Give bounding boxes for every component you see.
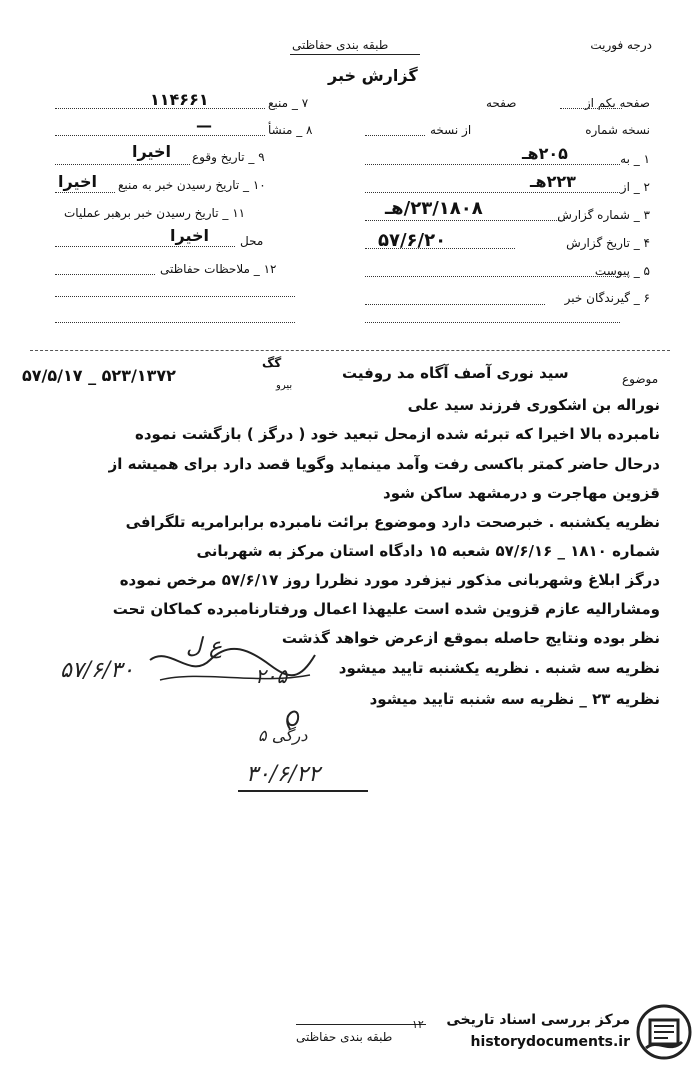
handwritten-mark-icon bbox=[270, 704, 310, 734]
archive-watermark bbox=[420, 1000, 700, 1067]
body-line: ومشارالیه عازم قزوین شده است علیهذا اعمال ورفتارنامبرده کماکان تحت bbox=[112, 600, 660, 618]
event-date-value: اخیرا bbox=[132, 142, 171, 161]
handwritten-initial: ع ل bbox=[186, 634, 223, 659]
to-value: ۲۰۵هـ bbox=[522, 144, 568, 163]
handwritten-bottom-note: ۵ درگی bbox=[258, 726, 308, 745]
watermark-url: historydocuments.ir bbox=[470, 1034, 630, 1050]
classification-label: طبقه بندی حفاظتی bbox=[292, 38, 389, 52]
section-divider bbox=[30, 350, 670, 351]
source-received-value: اخیرا bbox=[58, 172, 97, 191]
archive-logo-icon bbox=[636, 1004, 692, 1060]
classification-underline bbox=[290, 54, 420, 55]
footer-page-number: ۱۲ bbox=[412, 1018, 424, 1031]
subject-reference: ۵۷/۵/۱۷ _ ۵۲۳/۱۳۷۲ bbox=[22, 366, 176, 385]
body-line: درگز ابلاغ وشهربانی مذکور نیزفرد مورد نظررا روز ۵۷/۶/۱۷ مرخص نموده bbox=[119, 571, 660, 589]
subject-small-note: بیرو bbox=[276, 380, 293, 391]
document-title: گزارش خبر bbox=[328, 66, 418, 85]
handwritten-underline bbox=[238, 790, 368, 792]
report-date-value: ۵۷/۶/۲۰ bbox=[378, 230, 447, 251]
report-number-value: ۲۳/۱۸۰۸/هـ bbox=[385, 198, 483, 219]
body-line: نامبرده بالا اخیرا که تبرئه شده ازمحل تبعید خود ( درگز ) بازگشت نموده bbox=[134, 425, 660, 443]
body-line: نظر بوده ونتایج حاصله بموقع ازعرض خواهد گذشت bbox=[281, 629, 660, 647]
handwritten-signature: ۲۰۵ bbox=[255, 664, 288, 688]
handwritten-bottom-date: ۳۰/۶/۲۲ bbox=[246, 762, 320, 787]
subject-margin-note: گگ bbox=[262, 356, 282, 370]
body-line: نظریه یکشنبه . خبرصحت دارد وموضوع برائت نامبرده برابرامریه تلگرافی bbox=[125, 513, 660, 531]
signature-squiggle-icon bbox=[140, 640, 320, 690]
body-line: نوراله بن اشکوری فرزند سید علی bbox=[407, 396, 660, 414]
body-line: نظریه سه شنبه . نظریه یکشنبه تایید میشود bbox=[338, 659, 660, 677]
priority-label: درجه فوریت bbox=[590, 38, 652, 52]
body-line: قزوین مهاجرت و درمشهد ساکن شود bbox=[383, 484, 660, 502]
source-value: ۱۱۴۶۶۱ bbox=[150, 90, 209, 109]
place-value: اخیرا bbox=[170, 226, 209, 245]
footer-classification-label: طبقه بندی حفاظتی bbox=[296, 1030, 393, 1044]
body-line: شماره ۱۸۱۰ _ ۵۷/۶/۱۶ شعبه ۱۵ دادگاه استان مرکز به شهربانی bbox=[196, 542, 660, 560]
from-value: ۲۲۳هـ bbox=[530, 172, 576, 191]
body-line: درحال حاضر کمتر باکسی رفت وآمد مینماید وگویا قصد دارد برای همیشه از bbox=[108, 455, 660, 473]
watermark-title: مرکز بررسی اسناد تاریخی bbox=[446, 1012, 630, 1028]
footer-rule bbox=[296, 1024, 426, 1025]
body-line: نظریه ۲۳ _ نظریه سه شنبه تایید میشود bbox=[369, 690, 660, 708]
subject-label: موضوع bbox=[622, 372, 659, 386]
handwritten-date: ۵۷/۶/۳۰ bbox=[60, 658, 134, 683]
origin-value: — bbox=[196, 116, 212, 135]
subject-value: سید نوری آصف آگاه مد روفیت bbox=[342, 364, 569, 382]
